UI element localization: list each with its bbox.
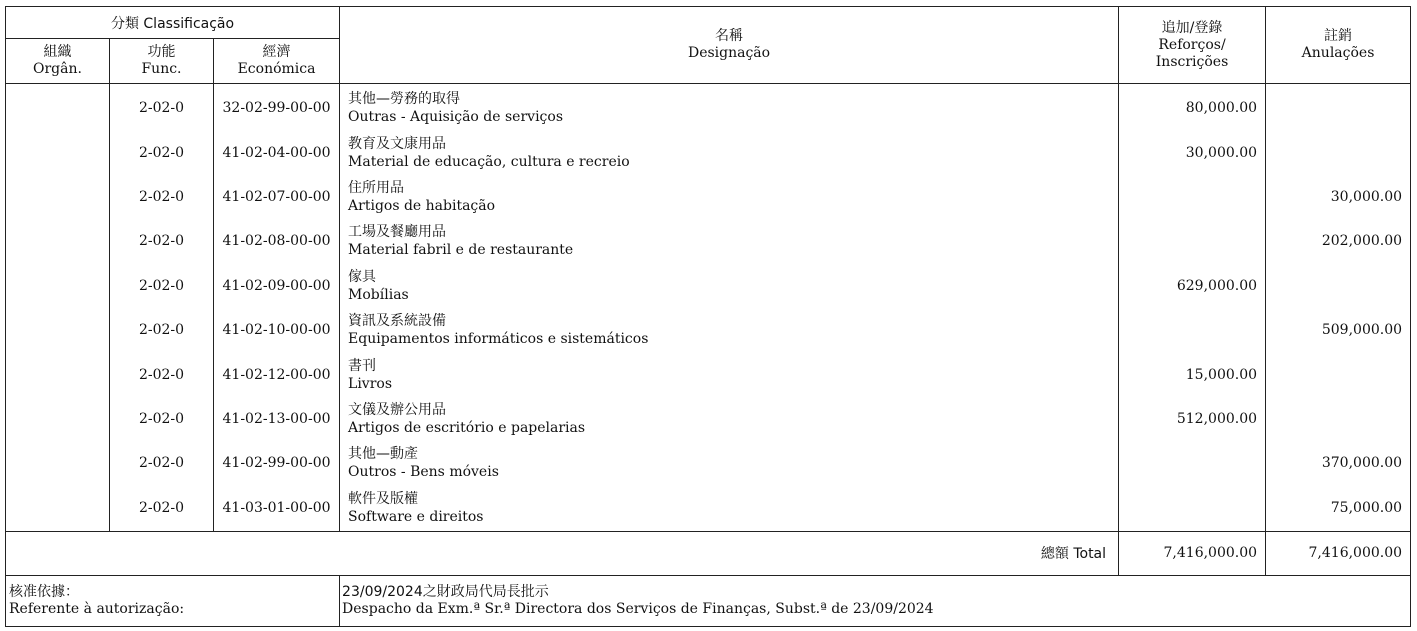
designation-zh: 其他—勞務的取得 (348, 91, 461, 108)
econ-code: 41-02-04-00-00 (222, 144, 331, 161)
designation-zh: 傢具 (348, 268, 377, 285)
designation-pt: Material fabril e de restaurante (348, 242, 574, 259)
authorization-text-zh: 23/09/2024之財政局代局長批示 (342, 583, 549, 600)
econ-code: 41-02-09-00-00 (222, 277, 331, 294)
designation-zh: 書刊 (348, 357, 377, 374)
econ-code: 41-03-01-00-00 (222, 499, 331, 516)
designation-pt: Artigos de habitação (348, 197, 496, 214)
designation-pt: Material de educação, cultura e recreio (348, 153, 630, 170)
designation-cell (340, 130, 1118, 174)
designation-header-pt: Designação (687, 45, 771, 61)
designation-pt: Outras - Aquisição de serviços (348, 109, 564, 126)
total-reinforcement: 7,416,000.00 (1119, 531, 1266, 575)
econ-header-pt: Económica (237, 61, 316, 77)
designation-zh: 工場及餐廳用品 (348, 224, 447, 241)
reinforcement-header-pt2: Inscrições (1155, 53, 1229, 70)
econ-column (214, 84, 340, 532)
func-code: 2-02-0 (138, 499, 185, 516)
reinforcement-amount (1119, 486, 1265, 530)
designation-cell (340, 86, 1118, 130)
designation-cell (340, 352, 1118, 396)
annulment-amount: 202,000.00 (1321, 233, 1403, 250)
designation-pt: Livros (348, 375, 393, 392)
annulment-amount (1266, 130, 1410, 174)
designation-cell (340, 486, 1118, 530)
reinforcement-amount: 512,000.00 (1176, 410, 1258, 427)
reinforcement-amount (1119, 175, 1265, 219)
designation-cell (340, 308, 1118, 352)
designation-zh: 住所用品 (348, 179, 405, 196)
econ-code: 41-02-08-00-00 (222, 233, 331, 250)
reinforcement-amount (1119, 441, 1265, 485)
reinforcement-amount: 15,000.00 (1185, 366, 1258, 383)
authorization-text-pt: Despacho da Exm.ª Sr.ª Directora dos Serviços de Finanças, Subst.ª de 23/09/2024 (342, 600, 934, 617)
designation-cell (340, 397, 1118, 441)
reinforcement-header-zh: 追加/登錄 (1161, 19, 1223, 36)
authorization-text (340, 575, 1411, 626)
func-code: 2-02-0 (138, 188, 185, 205)
classification-header: 分類 Classificação (6, 7, 340, 39)
reinforcement-header (1119, 7, 1266, 84)
econ-code: 41-02-13-00-00 (222, 410, 331, 427)
econ-header (214, 39, 340, 84)
designation-zh: 其他—動產 (348, 446, 419, 463)
reinforcement-amount: 30,000.00 (1185, 144, 1258, 161)
designation-zh: 教育及文康用品 (348, 135, 447, 152)
func-code: 2-02-0 (138, 233, 185, 250)
designation-pt: Equipamentos informáticos e sistemáticos (348, 331, 649, 348)
annulment-column (1266, 84, 1411, 532)
annulment-amount: 370,000.00 (1321, 455, 1403, 472)
designation-cell (340, 441, 1118, 485)
econ-code: 41-02-12-00-00 (222, 366, 331, 383)
econ-code: 41-02-10-00-00 (222, 322, 331, 339)
func-code: 2-02-0 (138, 277, 185, 294)
budget-table (5, 6, 1411, 627)
reinforcement-amount (1119, 219, 1265, 263)
econ-header-zh: 經濟 (262, 44, 291, 60)
organ-header-pt: Orgân. (33, 61, 82, 77)
econ-code: 41-02-07-00-00 (222, 188, 331, 205)
econ-code: 32-02-99-00-00 (222, 100, 331, 117)
func-code: 2-02-0 (138, 410, 185, 427)
designation-cell (340, 264, 1118, 308)
func-header (110, 39, 214, 84)
designation-pt: Artigos de escritório e papelarias (348, 419, 586, 436)
organ-column (6, 84, 110, 532)
annulment-amount (1266, 264, 1410, 308)
designation-zh: 文儀及辦公用品 (348, 401, 447, 418)
designation-cell (340, 175, 1118, 219)
reinforcement-header-pt1: Reforços/ (1158, 36, 1226, 53)
annulment-amount: 75,000.00 (1330, 499, 1403, 516)
annulment-header-zh: 註銷 (1324, 28, 1353, 44)
organ-header (6, 39, 110, 84)
designation-pt: Mobílias (348, 286, 409, 303)
annulment-header (1266, 7, 1411, 84)
func-column (110, 84, 214, 532)
designation-cell (340, 219, 1118, 263)
annulment-amount: 509,000.00 (1321, 322, 1403, 339)
func-header-zh: 功能 (147, 44, 176, 60)
func-code: 2-02-0 (138, 455, 185, 472)
reinforcement-column (1119, 84, 1266, 532)
designation-column (340, 84, 1119, 532)
total-annulment: 7,416,000.00 (1266, 531, 1411, 575)
reinforcement-amount (1119, 308, 1265, 352)
designation-pt: Software e direitos (348, 508, 484, 525)
annulment-amount (1266, 86, 1410, 130)
designation-zh: 資訊及系統設備 (348, 313, 447, 330)
designation-zh: 軟件及版權 (348, 490, 419, 507)
reinforcement-amount: 80,000.00 (1185, 100, 1258, 117)
designation-header-zh: 名稱 (715, 28, 744, 44)
annulment-header-pt: Anulações (1301, 45, 1375, 61)
designation-pt: Outros - Bens móveis (348, 464, 499, 481)
func-code: 2-02-0 (138, 322, 185, 339)
func-code: 2-02-0 (138, 366, 185, 383)
func-header-pt: Func. (141, 61, 182, 77)
authorization-label-pt: Referente à autorização: (9, 600, 185, 617)
organ-header-zh: 組織 (43, 44, 72, 60)
reinforcement-amount: 629,000.00 (1176, 277, 1258, 294)
econ-code: 41-02-99-00-00 (222, 455, 331, 472)
designation-header (340, 7, 1119, 84)
authorization-label-zh: 核准依據： (9, 583, 79, 600)
func-code: 2-02-0 (138, 144, 185, 161)
total-label: 總額 Total (6, 531, 1119, 575)
annulment-amount: 30,000.00 (1330, 188, 1403, 205)
annulment-amount (1266, 397, 1410, 441)
annulment-amount (1266, 352, 1410, 396)
func-code: 2-02-0 (138, 100, 185, 117)
authorization-label (6, 575, 340, 626)
